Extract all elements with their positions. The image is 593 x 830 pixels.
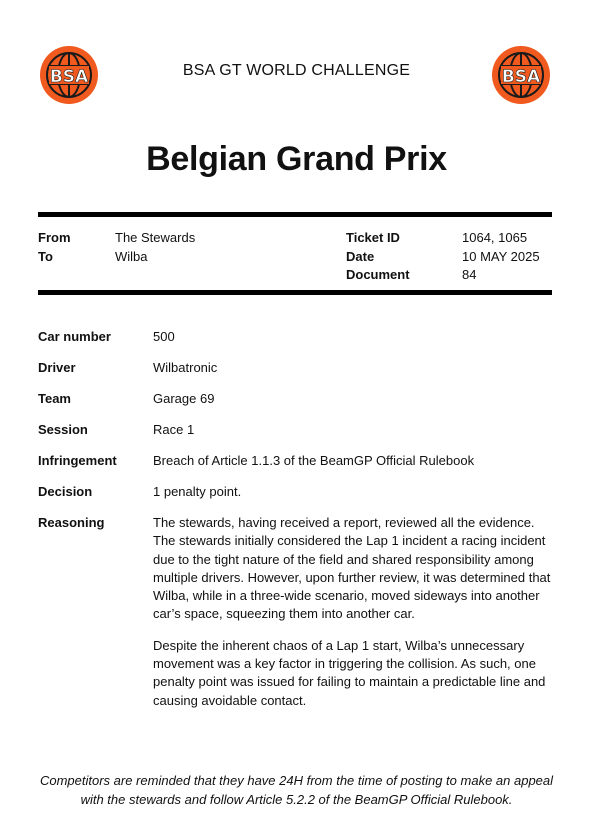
- detail-row-car-number: [38, 328, 552, 359]
- meta-key: From: [38, 230, 71, 245]
- logo-text: BSA: [49, 67, 89, 87]
- detail-key: Infringement: [38, 453, 117, 468]
- detail-key: Decision: [38, 484, 93, 499]
- detail-value: Wilbatronic: [153, 360, 218, 375]
- detail-value: Breach of Article 1.1.3 of the BeamGP Official Rulebook: [153, 453, 475, 468]
- meta-value: 10 MAY 2025: [462, 248, 540, 264]
- meta-key: To: [38, 248, 53, 264]
- detail-key: Driver: [38, 360, 76, 375]
- meta-right: [346, 229, 540, 285]
- detail-value: 500: [153, 329, 175, 344]
- detail-key: Reasoning: [38, 515, 105, 530]
- reasoning-paragraph: The stewards, having received a report, reviewed all the evidence. The stewards initially considered the Lap 1 incident a racing incident due to the tight nature of the field and shared responsibility among multiple drivers. However, upon further review, it was determined that Wilba, while in a three-wide scenario, moved sideways into another car’s space, squeezing them into another car.: [153, 515, 551, 622]
- meta-row-from: [38, 229, 195, 248]
- detail-row-reasoning: [38, 514, 552, 723]
- divider-top: [38, 212, 552, 217]
- reasoning-text: [153, 514, 552, 723]
- meta-value: 1064, 1065: [462, 230, 528, 245]
- meta-row-to: [38, 248, 195, 267]
- detail-row-session: [38, 421, 552, 452]
- detail-key: Session: [38, 422, 88, 437]
- meta-key: Document: [346, 267, 410, 282]
- decision-details: [38, 328, 552, 723]
- reasoning-paragraph: Despite the inherent chaos of a Lap 1 start, Wilba’s unnecessary movement was a key factor in triggering the collision. As such, one penalty point was issued for failing to maintain a predictable line and causing avoidable contact.: [153, 637, 546, 708]
- meta-row-date: [346, 248, 540, 267]
- detail-value: 1 penalty point.: [153, 484, 242, 499]
- meta-key: Date: [346, 248, 375, 264]
- page-title: Belgian Grand Prix: [146, 140, 447, 178]
- divider-bottom: [38, 290, 552, 295]
- detail-row-decision: [38, 483, 552, 514]
- detail-row-team: [38, 390, 552, 421]
- detail-value: Race 1: [153, 422, 195, 437]
- meta-value: Wilba: [115, 248, 148, 264]
- appeal-notice: Competitors are reminded that they have 24H from the time of posting to make an appeal with the stewards and follow Article 5.2.2 of the BeamGP Official Rulebook.: [39, 773, 554, 807]
- detail-row-infringement: [38, 452, 552, 483]
- detail-key: Car number: [38, 329, 111, 344]
- series-name: BSA GT WORLD CHALLENGE: [182, 62, 411, 79]
- meta-key: Ticket ID: [346, 230, 400, 245]
- meta-row-ticket-id: [346, 229, 540, 248]
- meta-row-document: [346, 266, 540, 285]
- meta-value: 84: [462, 267, 477, 282]
- meta-value: The Stewards: [115, 230, 196, 245]
- detail-row-driver: [38, 359, 552, 390]
- meta-left: [38, 229, 195, 266]
- detail-value: Garage 69: [153, 391, 215, 406]
- detail-key: Team: [38, 391, 71, 406]
- logo-text: BSA: [501, 67, 541, 87]
